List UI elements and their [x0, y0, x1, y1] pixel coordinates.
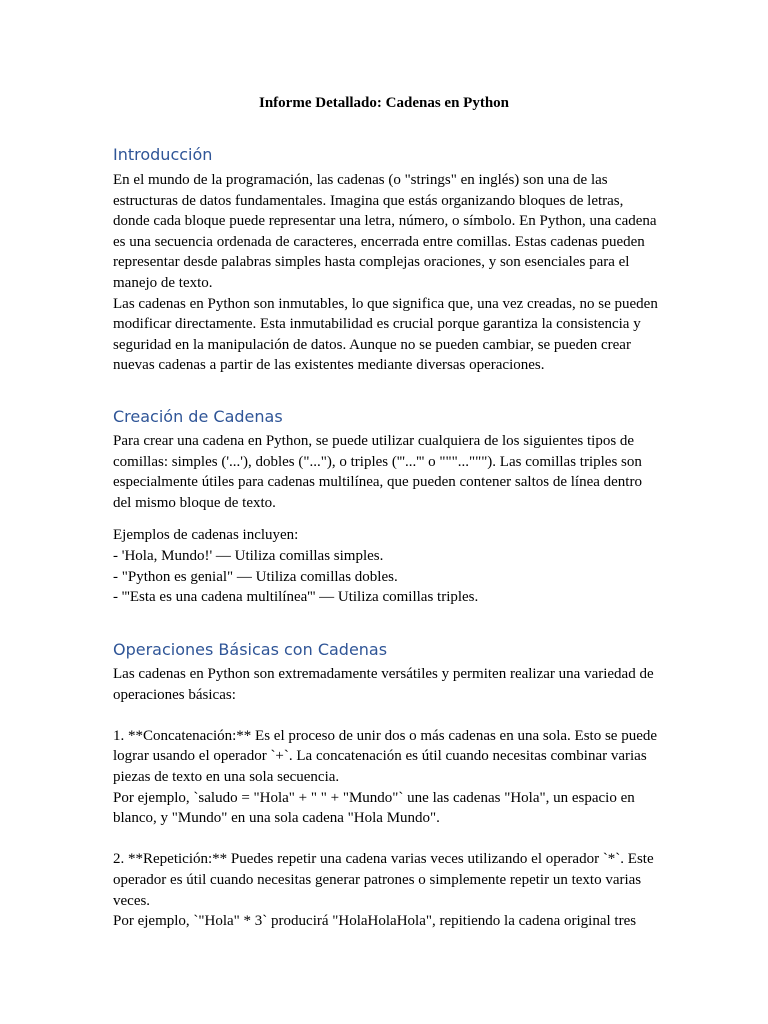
heading-operaciones: Operaciones Básicas con Cadenas	[113, 640, 388, 659]
paragraph-repeticion: 2. **Repetición:** Puedes repetir una cadena varias veces utilizando el operador `*`. Este operador es útil cuando necesitas generar patrones o simplemente repetir un texto varias veces.	[113, 851, 654, 909]
paragraph-concatenacion: 1. **Concatenación:** Es el proceso de unir dos o más cadenas en una sola. Esto se puede lograr usando el operador `+`. La concatenación es útil cuando necesitas combinar varias piezas de texto en una sola secuencia.	[113, 727, 658, 785]
example-item-3: - '''Esta es una cadena multilínea''' — Utiliza comillas triples.	[113, 589, 479, 606]
paragraph-concatenacion-ejemplo: Por ejemplo, `saludo = "Hola" + " " + "Mundo"` une las cadenas "Hola", un espacio en blanco, y "Mundo" en una sola cadena "Hola Mundo".	[113, 789, 635, 827]
section-operaciones-body	[113, 664, 658, 932]
example-item-2: - "Python es genial" — Utiliza comillas dobles.	[113, 568, 398, 585]
paragraph-operaciones-1: Las cadenas en Python son extremadamente versátiles y permiten realizar una variedad de operaciones básicas:	[113, 666, 654, 703]
heading-introduccion: Introducción	[113, 145, 213, 164]
document-title: Informe Detallado: Cadenas en Python	[259, 95, 509, 111]
section-creacion-body	[113, 431, 658, 608]
paragraph-repeticion-ejemplo: Por ejemplo, `"Hola" * 3` producirá "HolaHolaHola", repitiendo la cadena original tres	[113, 913, 637, 930]
paragraph-examples-intro: Ejemplos de cadenas incluyen:	[113, 527, 299, 544]
paragraph-intro-2: Las cadenas en Python son inmutables, lo que significa que, una vez creadas, no se pueden modificar directamente. Esta inmutabilidad es crucial porque garantiza la consistencia y seguridad en la manipulación de datos. Aunque no se pueden cambiar, se pueden crear nuevas cadenas a partir de las existentes mediante diversas operaciones.	[113, 295, 658, 374]
section-intro-body	[113, 170, 658, 376]
paragraph-intro-1: En el mundo de la programación, las cadenas (o "strings" en inglés) son una de las estructuras de datos fundamentales. Imagina que estás organizando bloques de letras, donde cada bloque puede representar una letra, número, o símbolo. En Python, una cadena es una secuencia ordenada de caracteres, encerrada entre comillas. Estas cadenas pueden representar desde palabras simples hasta complejas oraciones, y son esenciales para el manejo de texto.	[113, 172, 657, 291]
example-item-1: - 'Hola, Mundo!' — Utiliza comillas simples.	[113, 547, 384, 564]
heading-creacion: Creación de Cadenas	[113, 407, 283, 426]
paragraph-creacion-1: Para crear una cadena en Python, se puede utilizar cualquiera de los siguientes tipos de comillas: simples ('...'), dobles ("..."), o triples ('''...''' o """..."""). Las comillas triples son especialmente útiles para cadenas multilínea, que pueden contener saltos de línea dentro del mismo bloque de texto.	[113, 433, 642, 511]
